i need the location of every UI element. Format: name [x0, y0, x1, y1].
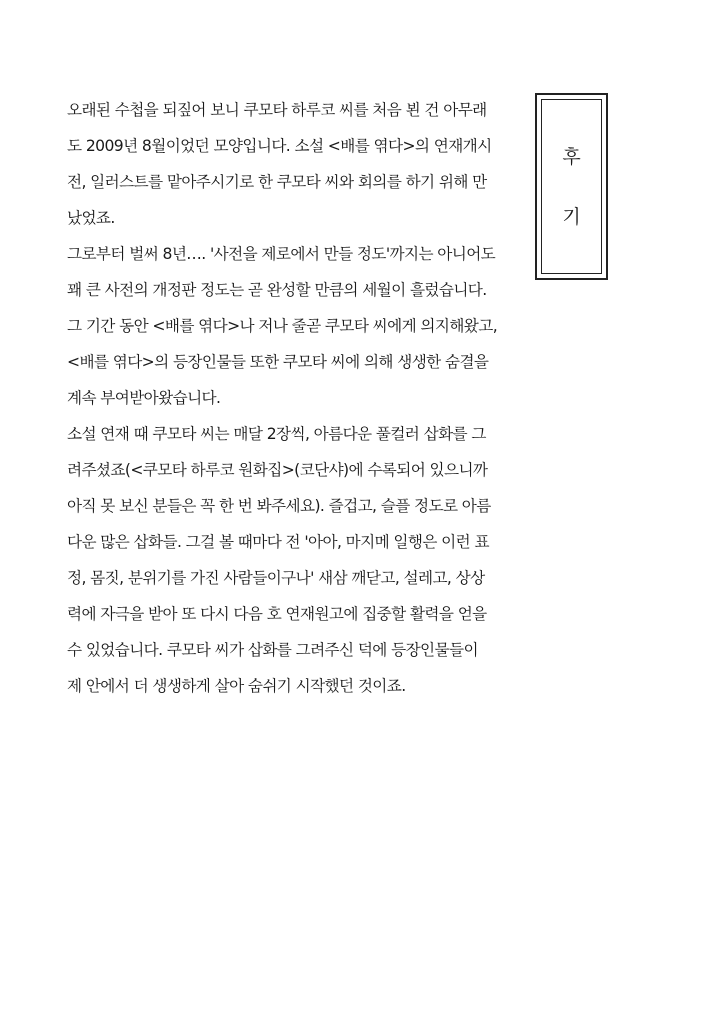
text-line: 다운 많은 삽화들. 그걸 볼 때마다 전 '아아, 마지메 일행은 이런 표: [67, 533, 489, 551]
text-line: 도 2009년 8월이었던 모양입니다. 소설 <배를 엮다>의 연재개시: [67, 137, 492, 155]
afterword-title-inner-frame: [541, 99, 602, 274]
text-line: 전, 일러스트를 맡아주시기로 한 쿠모타 씨와 회의를 하기 위해 만: [67, 173, 487, 191]
text-line: 제 안에서 더 생생하게 살아 숨쉬기 시작했던 것이죠.: [67, 677, 406, 695]
text-line: 그로부터 벌써 8년…. '사전을 제로에서 만들 정도'까지는 아니어도: [67, 245, 496, 263]
text-line: 그 기간 동안 <배를 엮다>나 저나 줄곧 쿠모타 씨에게 의지해왔고,: [67, 317, 498, 335]
afterword-title-char-2: 기: [562, 205, 581, 228]
text-line: 났었죠.: [67, 209, 115, 227]
text-line: 꽤 큰 사전의 개정판 정도는 곧 완성할 만큼의 세월이 흘렀습니다.: [67, 281, 487, 299]
text-line: 아직 못 보신 분들은 꼭 한 번 봐주세요). 즐겁고, 슬플 정도로 아름: [67, 497, 491, 515]
text-line: <배를 엮다>의 등장인물들 또한 쿠모타 씨에 의해 생생한 숨결을: [67, 353, 489, 371]
afterword-body-text: [67, 99, 498, 711]
text-line: 정, 몸짓, 분위기를 가진 사람들이구나' 새삼 깨닫고, 설레고, 상상: [67, 569, 485, 587]
afterword-title-char-1: 후: [562, 145, 581, 168]
text-line: 계속 부여받아왔습니다.: [67, 389, 221, 407]
text-line: 려주셨죠(<쿠모타 하루코 원화집>(코단샤)에 수록되어 있으니까: [67, 461, 488, 479]
text-line: 수 있었습니다. 쿠모타 씨가 삽화를 그려주신 덕에 등장인물들이: [67, 641, 478, 659]
afterword-title-box: [535, 93, 608, 280]
text-line: 력에 자극을 받아 또 다시 다음 호 연재원고에 집중할 활력을 얻을: [67, 605, 487, 623]
text-line: 소설 연재 때 쿠모타 씨는 매달 2장씩, 아름다운 풀컬러 삽화를 그: [67, 425, 486, 443]
text-line: 오래된 수첩을 되짚어 보니 쿠모타 하루코 씨를 처음 뵌 건 아무래: [67, 101, 487, 119]
